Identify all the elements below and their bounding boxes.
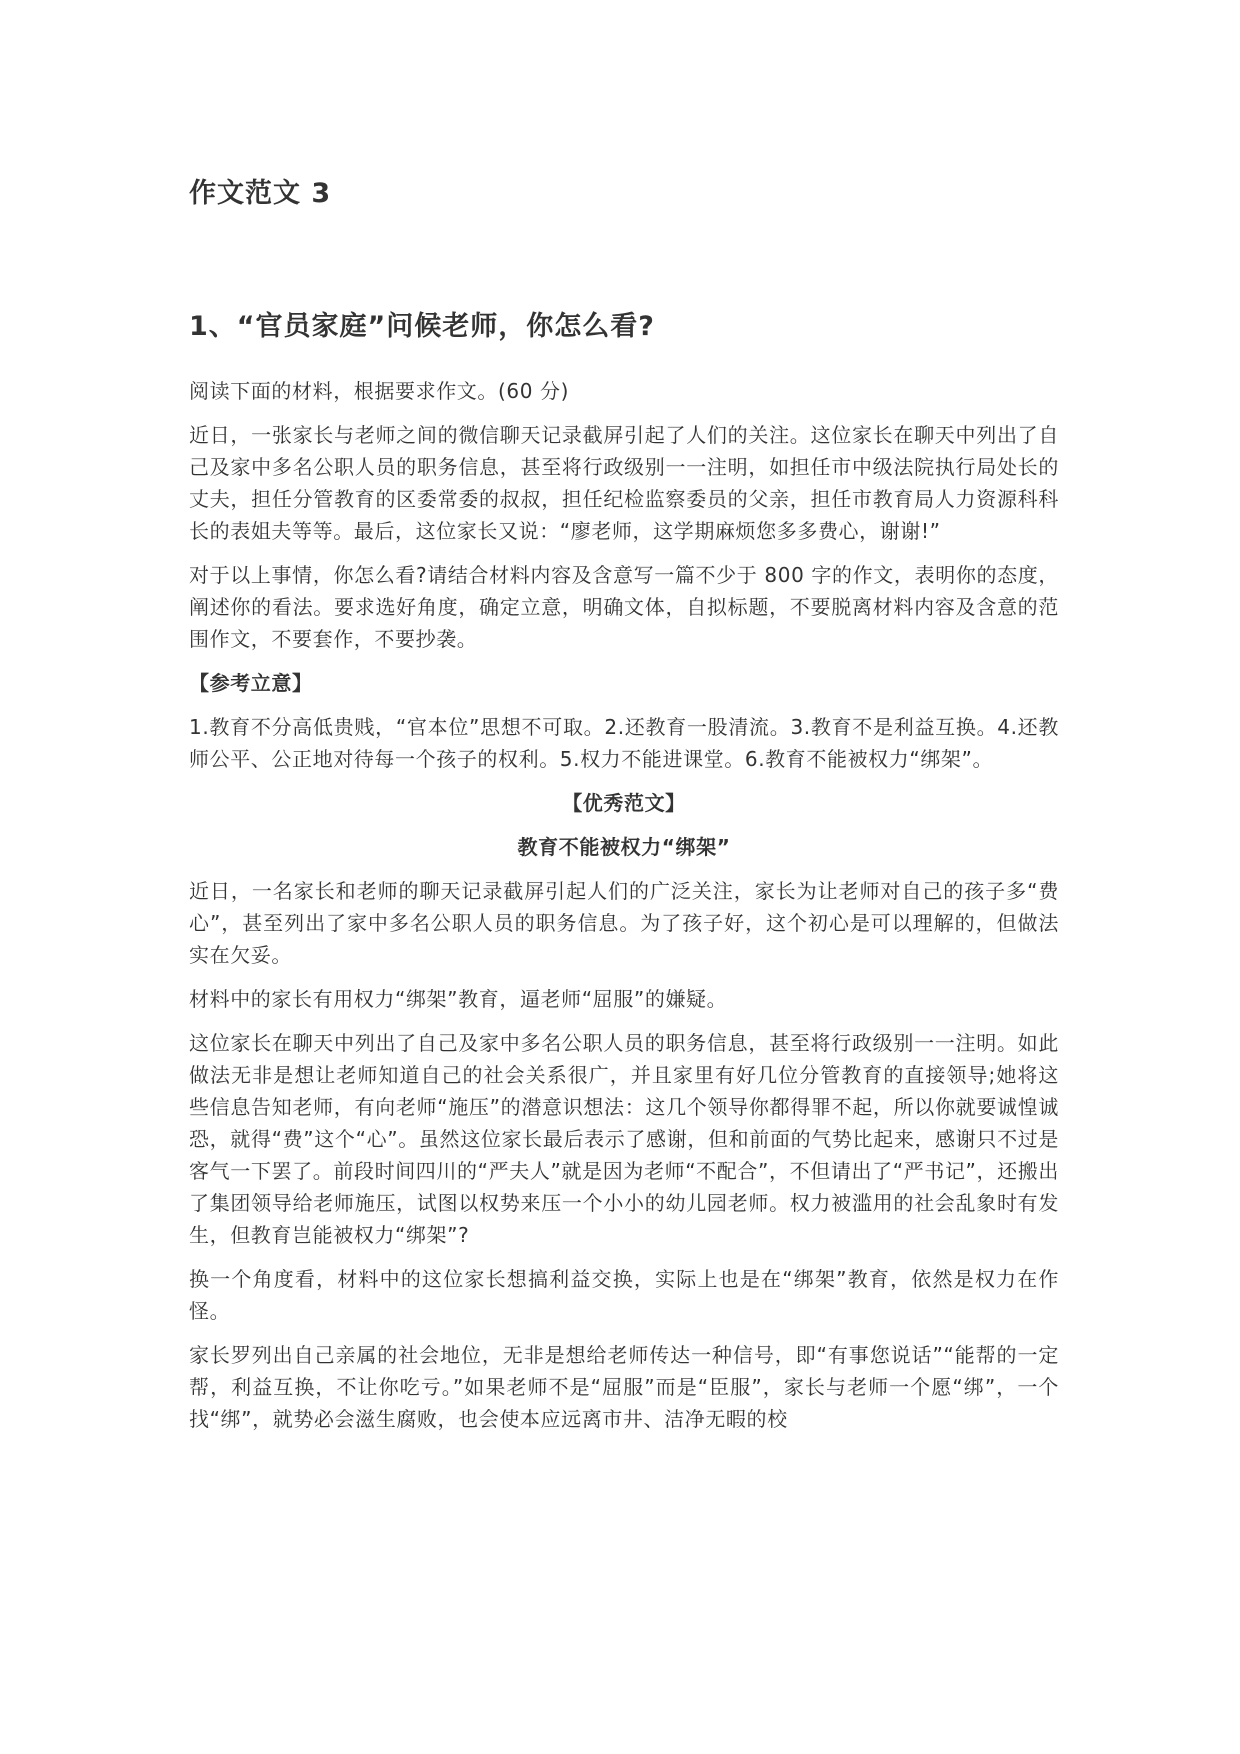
prompt-intro: 阅读下面的材料，根据要求作文。(60 分) bbox=[189, 379, 570, 403]
sample-title: 教育不能被权力“绑架” bbox=[517, 835, 731, 859]
reference-label: 【参考立意】 bbox=[189, 671, 313, 695]
essay-paragraph: 材料中的家长有用权力“绑架”教育，逼老师“屈服”的嫌疑。 bbox=[189, 987, 728, 1011]
essay-paragraph: 换一个角度看，材料中的这位家长想搞利益交换，实际上也是在“绑架”教育，依然是权力在作怪。 bbox=[189, 1267, 1059, 1323]
essay-paragraph: 家长罗列出自己亲属的社会地位，无非是想给老师传达一种信号，即“有事您说话”“能帮的一定帮，利益互换，不让你吃亏。”如果老师不是“屈服”而是“臣服”，家长与老师一个愿“绑”，一个找“绑”，就势必会滋生腐败，也会使本应远离市井、洁净无暇的校 bbox=[189, 1343, 1059, 1431]
essay-paragraph: 近日，一名家长和老师的聊天记录截屏引起人们的广泛关注，家长为让老师对自己的孩子多“费心”，甚至列出了家中多名公职人员的职务信息。为了孩子好，这个初心是可以理解的，但做法实在欠妥。 bbox=[189, 879, 1059, 967]
section-heading: 1、“官员家庭”问候老师，你怎么看? bbox=[189, 311, 655, 342]
material-paragraph: 近日，一张家长与老师之间的微信聊天记录截屏引起了人们的关注。这位家长在聊天中列出了自己及家中多名公职人员的职务信息，甚至将行政级别一一注明，如担任市中级法院执行局处长的丈夫，担任分管教育的区委常委的叔叔，担任纪检监察委员的父亲，担任市教育局人力资源科科长的表姐夫等等。最后，这位家长又说：“廖老师，这学期麻烦您多多费心，谢谢!” bbox=[189, 423, 1059, 543]
document-body bbox=[189, 375, 1059, 1447]
sample-label: 【优秀范文】 bbox=[562, 791, 686, 815]
reference-points: 1.教育不分高低贵贱，“官本位”思想不可取。2.还教育一股清流。3.教育不是利益互换。4.还教师公平、公正地对待每一个孩子的权利。5.权力不能进课堂。6.教育不能被权力“绑架”。 bbox=[189, 715, 1059, 771]
document-title: 作文范文 3 bbox=[189, 178, 332, 209]
essay-paragraph: 这位家长在聊天中列出了自己及家中多名公职人员的职务信息，甚至将行政级别一一注明。如此做法无非是想让老师知道自己的社会关系很广，并且家里有好几位分管教育的直接领导;她将这些信息告知老师，有向老师“施压”的潜意识想法：这几个领导你都得罪不起，所以你就要诚惶诚恐，就得“费”这个“心”。虽然这位家长最后表示了感谢，但和前面的气势比起来，感谢只不过是客气一下罢了。前段时间四川的“严夫人”就是因为老师“不配合”，不但请出了“严书记”，还搬出了集团领导给老师施压，试图以权势来压一个小小的幼儿园老师。权力被滥用的社会乱象时有发生，但教育岂能被权力“绑架”? bbox=[189, 1031, 1059, 1247]
requirement-paragraph: 对于以上事情，你怎么看?请结合材料内容及含意写一篇不少于 800 字的作文，表明你的态度，阐述你的看法。要求选好角度，确定立意，明确文体，自拟标题，不要脱离材料内容及含意的范围作文，不要套作，不要抄袭。 bbox=[189, 563, 1059, 651]
